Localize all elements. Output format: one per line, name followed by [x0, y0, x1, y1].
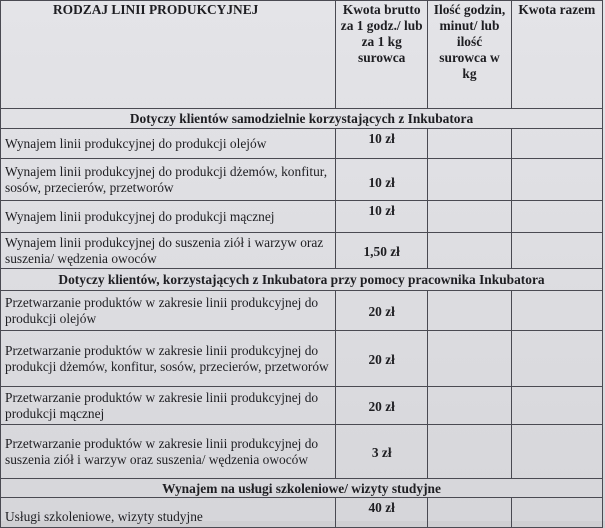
total-cell: [511, 387, 602, 425]
total-cell: [511, 129, 602, 159]
line-price: 20 zł: [336, 331, 428, 387]
total-cell: [511, 498, 602, 528]
total-cell: [511, 159, 602, 201]
quantity-cell: [428, 291, 511, 331]
quantity-cell: [428, 387, 511, 425]
line-price: 20 zł: [336, 291, 428, 331]
table-row: [1, 159, 603, 201]
line-name: Wynajem linii produkcyjnej do suszenia ziół i warzyw oraz suszenia/ wędzenia owoców: [1, 233, 336, 269]
quantity-cell: [428, 331, 511, 387]
line-name: Przetwarzanie produktów w zakresie linii produkcyjnej do produkcji mącznej: [1, 387, 336, 425]
table-row: [1, 331, 603, 387]
line-name: Wynajem linii produkcyjnej do produkcji olejów: [1, 129, 336, 159]
table-row: [1, 425, 603, 479]
section-title: Dotyczy klientów, korzystających z Inkubatora przy pomocy pracownika Inkubatora: [1, 269, 603, 291]
total-cell: [511, 331, 602, 387]
line-name: Wynajem linii produkcyjnej do produkcji mącznej: [1, 201, 336, 233]
total-cell: [511, 425, 602, 479]
line-price: 1,50 zł: [336, 233, 428, 269]
quantity-cell: [428, 498, 511, 528]
line-name: Przetwarzanie produktów w zakresie linii produkcyjnej do suszenia ziół i warzyw oraz suszenia/ wędzenia owoców: [1, 425, 336, 479]
quantity-cell: [428, 159, 511, 201]
header-gross-price: Kwota brutto za 1 godz./ lub za 1 kg surowca: [336, 1, 428, 109]
table-row: [1, 129, 603, 159]
total-cell: [511, 233, 602, 269]
line-price: 10 zł: [336, 201, 428, 233]
line-name: Usługi szkoleniowe, wizyty studyjne: [1, 498, 336, 528]
line-name: Wynajem linii produkcyjnej do produkcji dżemów, konfitur, sosów, przecierów, przetworów: [1, 159, 336, 201]
quantity-cell: [428, 129, 511, 159]
header-quantity: Ilość godzin, minut/ lub ilość surowca w kg: [428, 1, 511, 109]
total-cell: [511, 291, 602, 331]
table-row: [1, 498, 603, 528]
section-row: [1, 109, 603, 129]
section-row: [1, 479, 603, 498]
table-row: [1, 387, 603, 425]
quantity-cell: [428, 425, 511, 479]
table-row: [1, 201, 603, 233]
header-total-amount: Kwota razem: [511, 1, 602, 109]
line-price: 40 zł: [336, 498, 428, 528]
table-header-row: [1, 1, 603, 109]
line-name: Przetwarzanie produktów w zakresie linii produkcyjnej do produkcji dżemów, konfitur, sosów, przecierów, przetworów: [1, 331, 336, 387]
line-price: 20 zł: [336, 387, 428, 425]
quantity-cell: [428, 233, 511, 269]
section-row: [1, 269, 603, 291]
header-line-type: RODZAJ LINII PRODUKCYJNEJ: [1, 1, 336, 109]
line-price: 10 zł: [336, 159, 428, 201]
quantity-cell: [428, 201, 511, 233]
section-title: Dotyczy klientów samodzielnie korzystających z Inkubatora: [1, 109, 603, 129]
total-cell: [511, 201, 602, 233]
table-row: [1, 233, 603, 269]
table-row: [1, 291, 603, 331]
line-name: Przetwarzanie produktów w zakresie linii produkcyjnej do produkcji olejów: [1, 291, 336, 331]
section-title: Wynajem na usługi szkoleniowe/ wizyty studyjne: [1, 479, 603, 498]
line-price: 3 zł: [336, 425, 428, 479]
line-price: 10 zł: [336, 129, 428, 159]
